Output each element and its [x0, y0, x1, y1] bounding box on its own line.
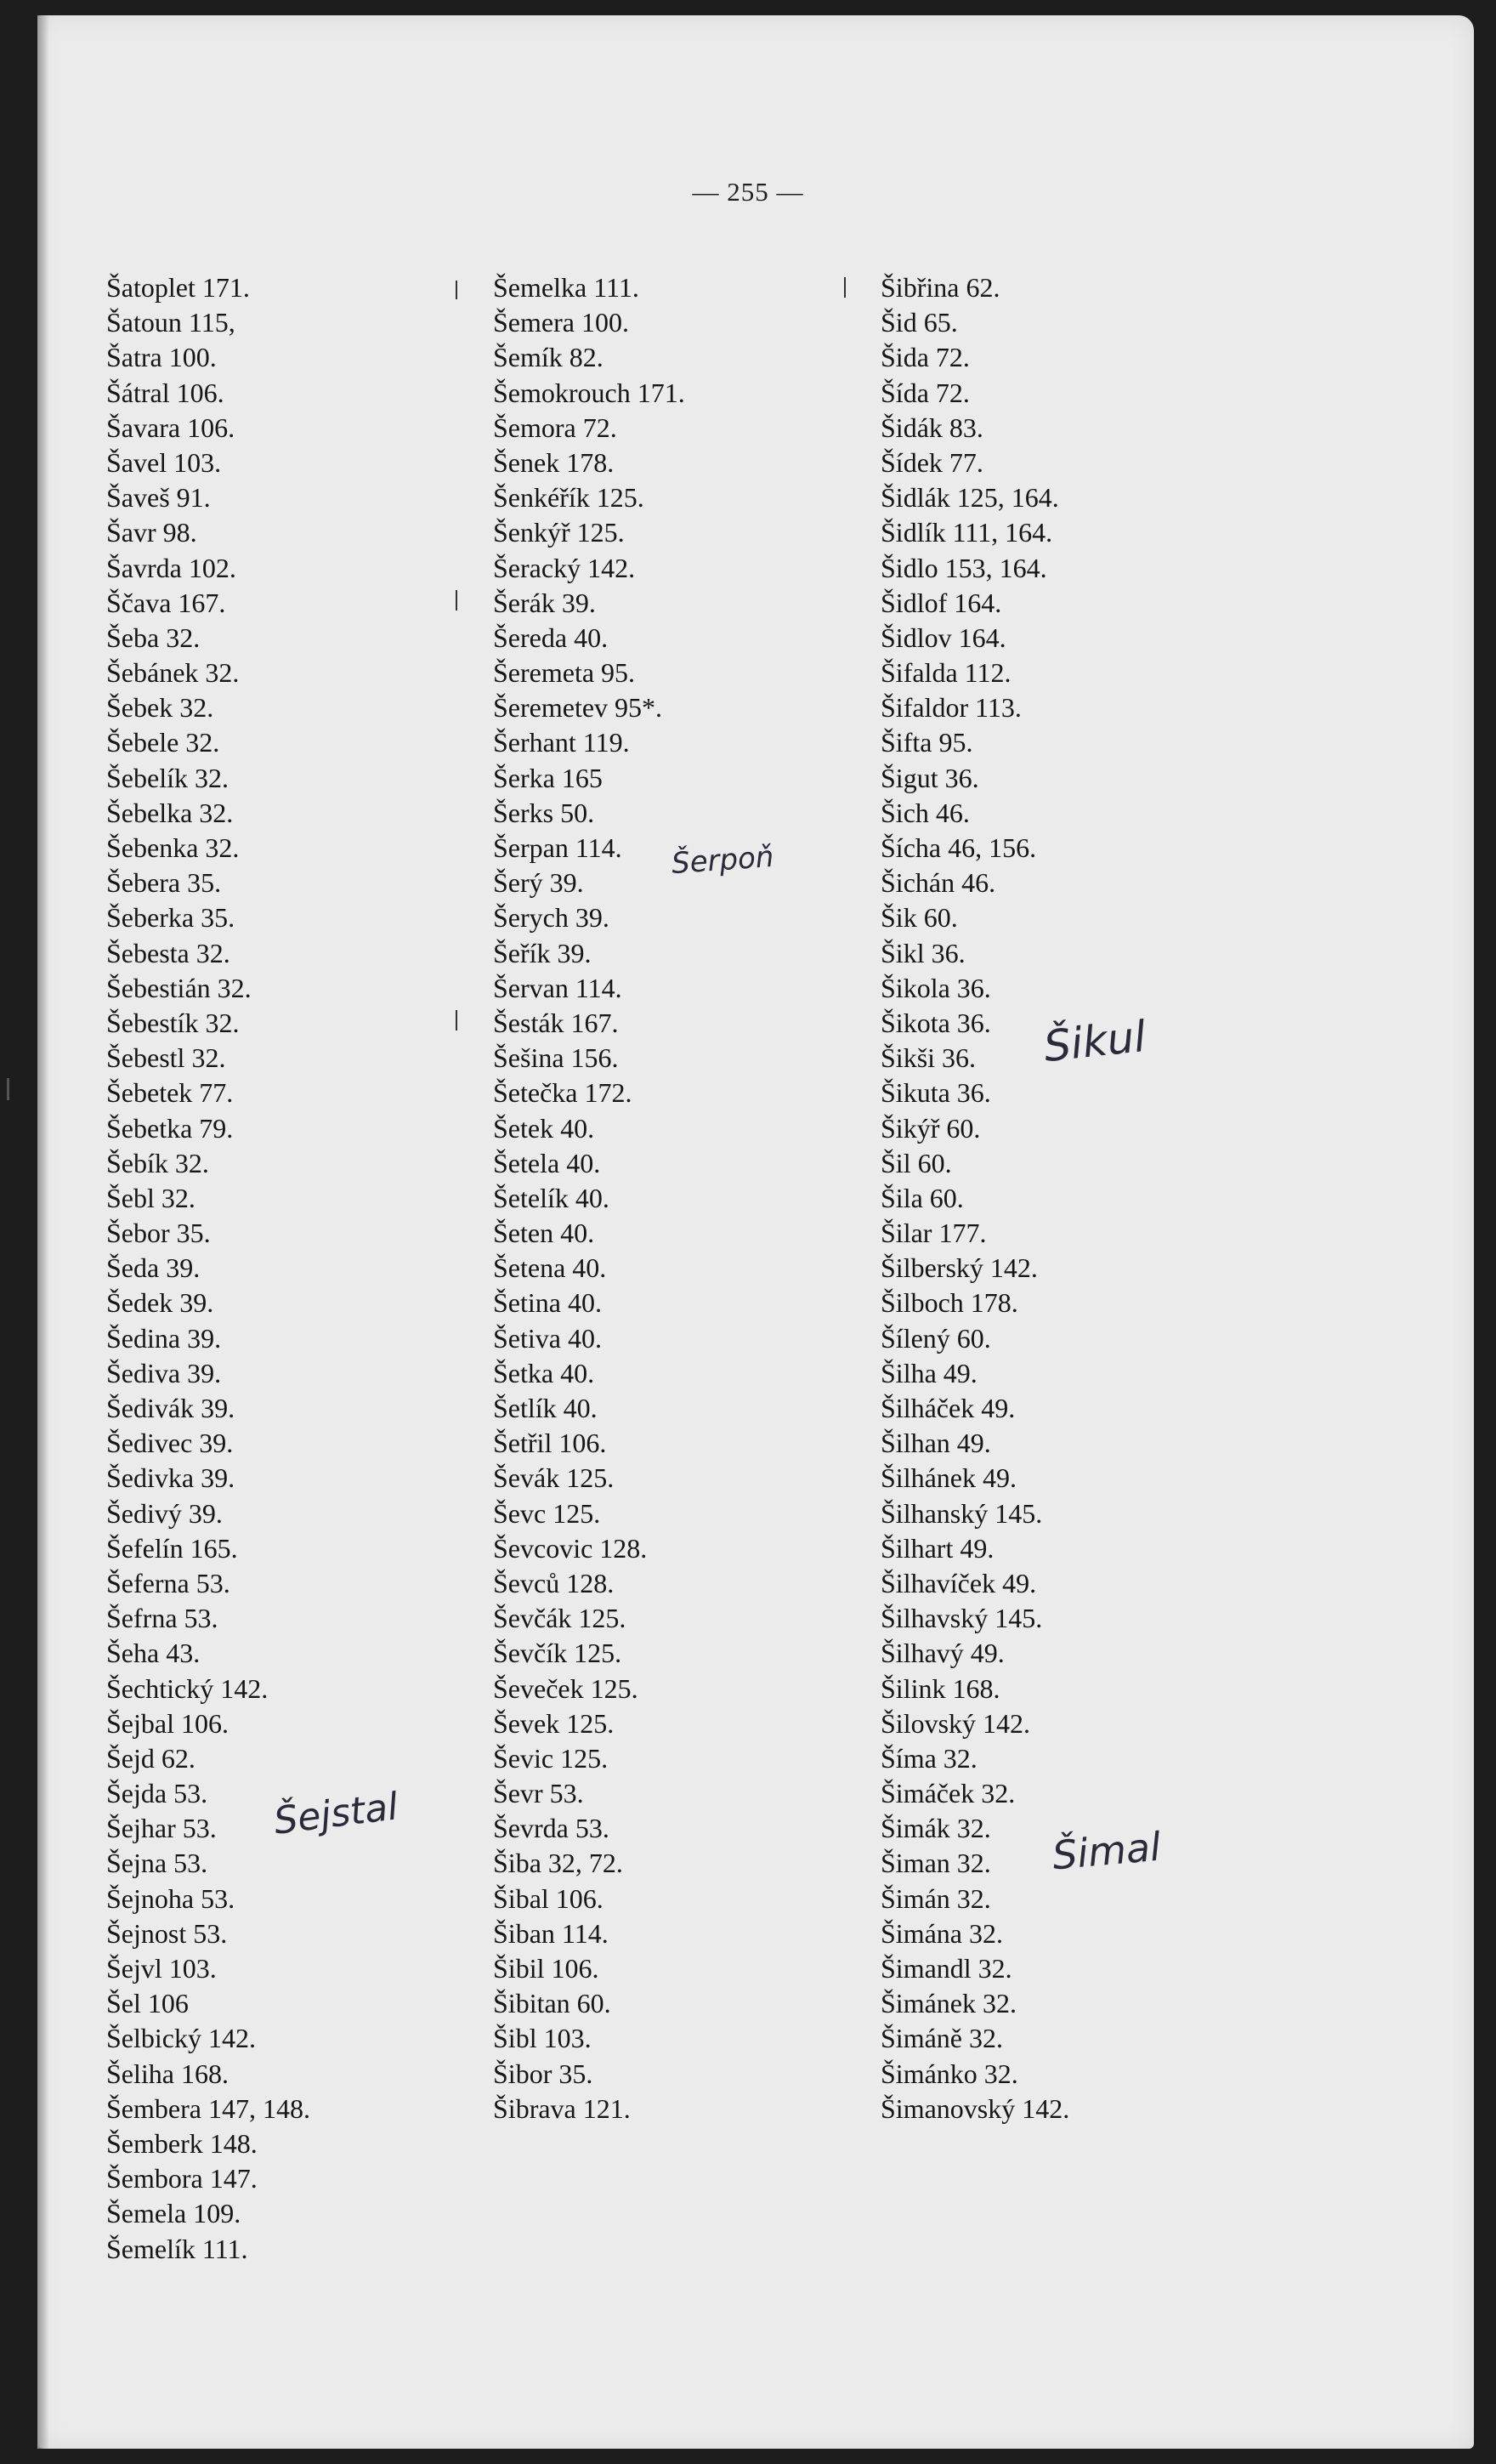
index-entry: Šebek 32.: [106, 692, 214, 724]
index-entry: Šedivák 39.: [106, 1393, 235, 1423]
margin-mark: [456, 281, 457, 299]
index-entry: Šikýř 60.: [881, 1112, 981, 1144]
index-entry: Šeda 39.: [106, 1252, 201, 1284]
index-entry: Šidák 83.: [881, 412, 983, 443]
margin-mark: [844, 277, 846, 298]
margin-mark: [456, 1010, 457, 1030]
index-entry: Šibitan 60.: [493, 1988, 611, 2019]
index-column-3: [881, 270, 1069, 2126]
index-entry: Šebelík 32.: [106, 762, 229, 793]
index-entry: Šebík 32.: [106, 1147, 209, 1178]
index-entry: Šemelík 111.: [106, 2233, 248, 2264]
index-entry: Šilhánek 49.: [881, 1462, 1017, 1494]
index-entry: Šída 72.: [881, 377, 970, 408]
index-entry: Šilhavský 145.: [881, 1603, 1043, 1634]
index-entry: Šesták 167.: [493, 1007, 619, 1038]
index-entry: Šida 72.: [881, 342, 970, 373]
margin-mark: [456, 590, 457, 610]
index-entry: Šifalda 112.: [881, 657, 1012, 689]
index-entry: Šeliha 168.: [106, 2058, 229, 2089]
index-entry: Ševců 128.: [493, 1567, 615, 1598]
index-entry: Šibl 103.: [493, 2023, 592, 2054]
page-edge-shadow: [37, 15, 49, 2449]
handwritten-note-simal: Šimal: [1050, 1823, 1163, 1879]
index-entry: Šeba 32.: [106, 622, 201, 653]
index-entry: Šetek 40.: [493, 1112, 595, 1144]
index-entry: Šedivec 39.: [106, 1428, 234, 1459]
index-entry: Šaveš 91.: [106, 482, 211, 514]
index-entry: Šembera 147, 148.: [106, 2092, 310, 2124]
index-entry: Šatoun 115,: [106, 307, 235, 338]
index-entry: Šebor 35.: [106, 1218, 211, 1249]
index-entry: Šibor 35.: [493, 2058, 593, 2089]
index-entry: Šavel 103.: [106, 446, 222, 478]
index-entry: Šenkýř 125.: [493, 517, 625, 548]
index-entry: Šeracký 142.: [493, 552, 636, 583]
stray-mark: [7, 1078, 9, 1100]
index-entry: Šavara 106.: [106, 412, 235, 443]
index-entry: Šilboch 178.: [881, 1287, 1018, 1319]
index-entry: Šebele 32.: [106, 727, 220, 758]
index-entry: Ševic 125.: [493, 1742, 609, 1774]
index-entry: Šešina 156.: [493, 1042, 619, 1074]
index-entry: Šibrava 121.: [493, 2092, 631, 2124]
index-entry: Šilberský 142.: [881, 1252, 1038, 1284]
index-entry: Šikola 36.: [881, 972, 991, 1003]
index-entry: Šidlov 164.: [881, 622, 1006, 653]
index-column-2: [493, 270, 685, 2126]
index-entry: Šidlák 125, 164.: [881, 482, 1059, 514]
index-entry: Šeremetev 95*.: [493, 692, 663, 724]
index-entry: Šefrna 53.: [106, 1603, 218, 1634]
index-entry: Šetelík 40.: [493, 1182, 609, 1213]
index-entry: Šetřil 106.: [493, 1428, 607, 1459]
index-entry: Šechtický 142.: [106, 1672, 269, 1704]
index-entry: Šerks 50.: [493, 797, 595, 828]
index-entry: Šeten 40.: [493, 1218, 595, 1249]
index-entry: Šikl 36.: [881, 937, 966, 968]
index-entry: Šídek 77.: [881, 446, 983, 478]
index-entry: Šerhant 119.: [493, 727, 630, 758]
index-entry: Šidlík 111, 164.: [881, 517, 1053, 548]
index-entry: Šemelka 111.: [493, 272, 639, 303]
index-entry: Šilhavíček 49.: [881, 1567, 1037, 1598]
index-entry: Šetena 40.: [493, 1252, 607, 1284]
index-entry: Šavrda 102.: [106, 552, 236, 583]
index-entry: Šejda 53.: [106, 1778, 208, 1809]
index-entry: Šerka 165: [493, 762, 603, 793]
index-entry: Šeha 43.: [106, 1638, 201, 1669]
index-entry: Šiman 32.: [881, 1848, 991, 1879]
index-entry: Šetina 40.: [493, 1287, 602, 1319]
index-entry: Šejna 53.: [106, 1848, 208, 1879]
index-entry: Šembora 147.: [106, 2163, 258, 2194]
index-entry: Šigut 36.: [881, 762, 979, 793]
index-entry: Šel 106: [106, 1988, 189, 2019]
index-entry: Šedivý 39.: [106, 1497, 223, 1529]
index-entry: Šebestián 32.: [106, 972, 252, 1003]
index-entry: Ševčík 125.: [493, 1638, 622, 1669]
index-entry: Šetiva 40.: [493, 1322, 602, 1354]
index-entry: Šilovský 142.: [881, 1707, 1031, 1739]
index-entry: Šervan 114.: [493, 972, 622, 1003]
index-entry: Šátral 106.: [106, 377, 224, 408]
handwritten-note-sikul: Šikul: [1041, 1011, 1148, 1072]
index-entry: Šetečka 172.: [493, 1077, 632, 1109]
index-entry: Šemela 109.: [106, 2198, 241, 2229]
index-entry: Šilha 49.: [881, 1357, 978, 1388]
index-entry: Šimánek 32.: [881, 1988, 1017, 2019]
index-entry: Ševčák 125.: [493, 1603, 626, 1634]
index-entry: Šejvl 103.: [106, 1953, 217, 1984]
index-entry: Šebelka 32.: [106, 797, 234, 828]
index-entry: Šikši 36.: [881, 1042, 977, 1074]
index-entry: Šedivka 39.: [106, 1462, 235, 1494]
index-entry: Šikota 36.: [881, 1007, 991, 1038]
index-entry: Šerych 39.: [493, 902, 609, 934]
index-entry: Šelbický 142.: [106, 2023, 256, 2054]
index-entry: Šeřík 39.: [493, 937, 592, 968]
handwritten-note-serpon: Šerpoň: [670, 839, 775, 882]
index-entry: Šerpan 114.: [493, 832, 622, 863]
index-column-1: [106, 270, 310, 2267]
index-entry: Šemberk 148.: [106, 2127, 258, 2159]
index-entry: Šebl 32.: [106, 1182, 196, 1213]
index-entry: Šiban 114.: [493, 1917, 609, 1949]
index-entry: Šereda 40.: [493, 622, 609, 653]
index-entry: Šich 46.: [881, 797, 970, 828]
index-entry: Šejd 62.: [106, 1742, 196, 1774]
index-entry: Šimák 32.: [881, 1813, 991, 1844]
index-entry: Šimandl 32.: [881, 1953, 1012, 1984]
index-entry: Šejnoha 53.: [106, 1882, 235, 1914]
handwritten-note-sejstal: Šejstal: [271, 1785, 401, 1843]
index-entry: Šil 60.: [881, 1147, 952, 1178]
index-entry: Šílený 60.: [881, 1322, 991, 1354]
index-entry: Šejbal 106.: [106, 1707, 229, 1739]
index-entry: Šifaldor 113.: [881, 692, 1022, 724]
index-entry: Šebánek 32.: [106, 657, 240, 689]
index-entry: Šilink 168.: [881, 1672, 1000, 1704]
index-entry: Šidlo 153, 164.: [881, 552, 1047, 583]
index-entry: Šebesta 32.: [106, 937, 230, 968]
index-entry: Ševcovic 128.: [493, 1532, 648, 1564]
index-entry: Šenek 178.: [493, 446, 615, 478]
index-entry: Šichán 46.: [881, 867, 996, 899]
index-entry: Šedina 39.: [106, 1322, 222, 1354]
index-entry: Ševr 53.: [493, 1778, 584, 1809]
index-entry: Šimána 32.: [881, 1917, 1003, 1949]
index-entry: Šimáček 32.: [881, 1778, 1016, 1809]
index-entry: Šik 60.: [881, 902, 958, 934]
index-entry: Šeberka 35.: [106, 902, 235, 934]
index-entry: Šebenka 32.: [106, 832, 240, 863]
index-entry: Šejnost 53.: [106, 1917, 228, 1949]
index-entry: Šid 65.: [881, 307, 958, 338]
index-entry: Šimáně 32.: [881, 2023, 1003, 2054]
index-entry: Šediva 39.: [106, 1357, 222, 1388]
index-entry: Šibal 106.: [493, 1882, 604, 1914]
index-entry: Ševrda 53.: [493, 1813, 609, 1844]
index-entry: Šilar 177.: [881, 1218, 987, 1249]
index-entry: Šebestík 32.: [106, 1007, 240, 1038]
index-entry: Šejhar 53.: [106, 1813, 217, 1844]
index-entry: Ševeček 125.: [493, 1672, 638, 1704]
index-entry: Šila 60.: [881, 1182, 964, 1213]
index-entry: Šemera 100.: [493, 307, 629, 338]
index-entry: Šilhavý 49.: [881, 1638, 1005, 1669]
index-entry: Šerý 39.: [493, 867, 584, 899]
index-entry: Šebetek 77.: [106, 1077, 234, 1109]
index-entry: Šibil 106.: [493, 1953, 599, 1984]
index-entry: Šetela 40.: [493, 1147, 601, 1178]
index-entry: Šimán 32.: [881, 1882, 991, 1914]
index-entry: Šebetka 79.: [106, 1112, 234, 1144]
index-entry: Šibřina 62.: [881, 272, 1000, 303]
index-entry: Šetka 40.: [493, 1357, 595, 1388]
index-entry: Šedek 39.: [106, 1287, 214, 1319]
index-entry: Šatoplet 171.: [106, 272, 250, 303]
index-entry: Šenkéřík 125.: [493, 482, 644, 514]
index-entry: Ščava 167.: [106, 587, 226, 618]
index-entry: Šavr 98.: [106, 517, 197, 548]
index-entry: Šefelín 165.: [106, 1532, 238, 1564]
index-entry: Šilhanský 145.: [881, 1497, 1043, 1529]
index-entry: Ševc 125.: [493, 1497, 601, 1529]
index-entry: Ševák 125.: [493, 1462, 615, 1494]
index-entry: Ševek 125.: [493, 1707, 615, 1739]
index-entry: Šiba 32, 72.: [493, 1848, 623, 1879]
index-entry: Šatra 100.: [106, 342, 217, 373]
index-entry: Šíma 32.: [881, 1742, 978, 1774]
index-entry: Šícha 46, 156.: [881, 832, 1037, 863]
index-entry: Šimanovský 142.: [881, 2092, 1070, 2124]
index-entry: Šifta 95.: [881, 727, 973, 758]
index-entry: Šeferna 53.: [106, 1567, 230, 1598]
index-entry: Šemík 82.: [493, 342, 604, 373]
index-entry: Šemora 72.: [493, 412, 617, 443]
index-entry: Šilhart 49.: [881, 1532, 994, 1564]
index-entry: Šilháček 49.: [881, 1393, 1016, 1423]
index-entry: Šilhan 49.: [881, 1428, 991, 1459]
index-entry: Šemokrouch 171.: [493, 377, 685, 408]
index-entry: Šetlík 40.: [493, 1393, 598, 1423]
index-entry: Šidlof 164.: [881, 587, 1002, 618]
index-entry: Šikuta 36.: [881, 1077, 991, 1109]
index-entry: Šebestl 32.: [106, 1042, 226, 1074]
index-entry: Šerák 39.: [493, 587, 596, 618]
index-entry: Šimánko 32.: [881, 2058, 1018, 2089]
page-number: — 255 —: [692, 177, 804, 207]
index-entry: Šeremeta 95.: [493, 657, 636, 689]
index-entry: Šebera 35.: [106, 867, 222, 899]
